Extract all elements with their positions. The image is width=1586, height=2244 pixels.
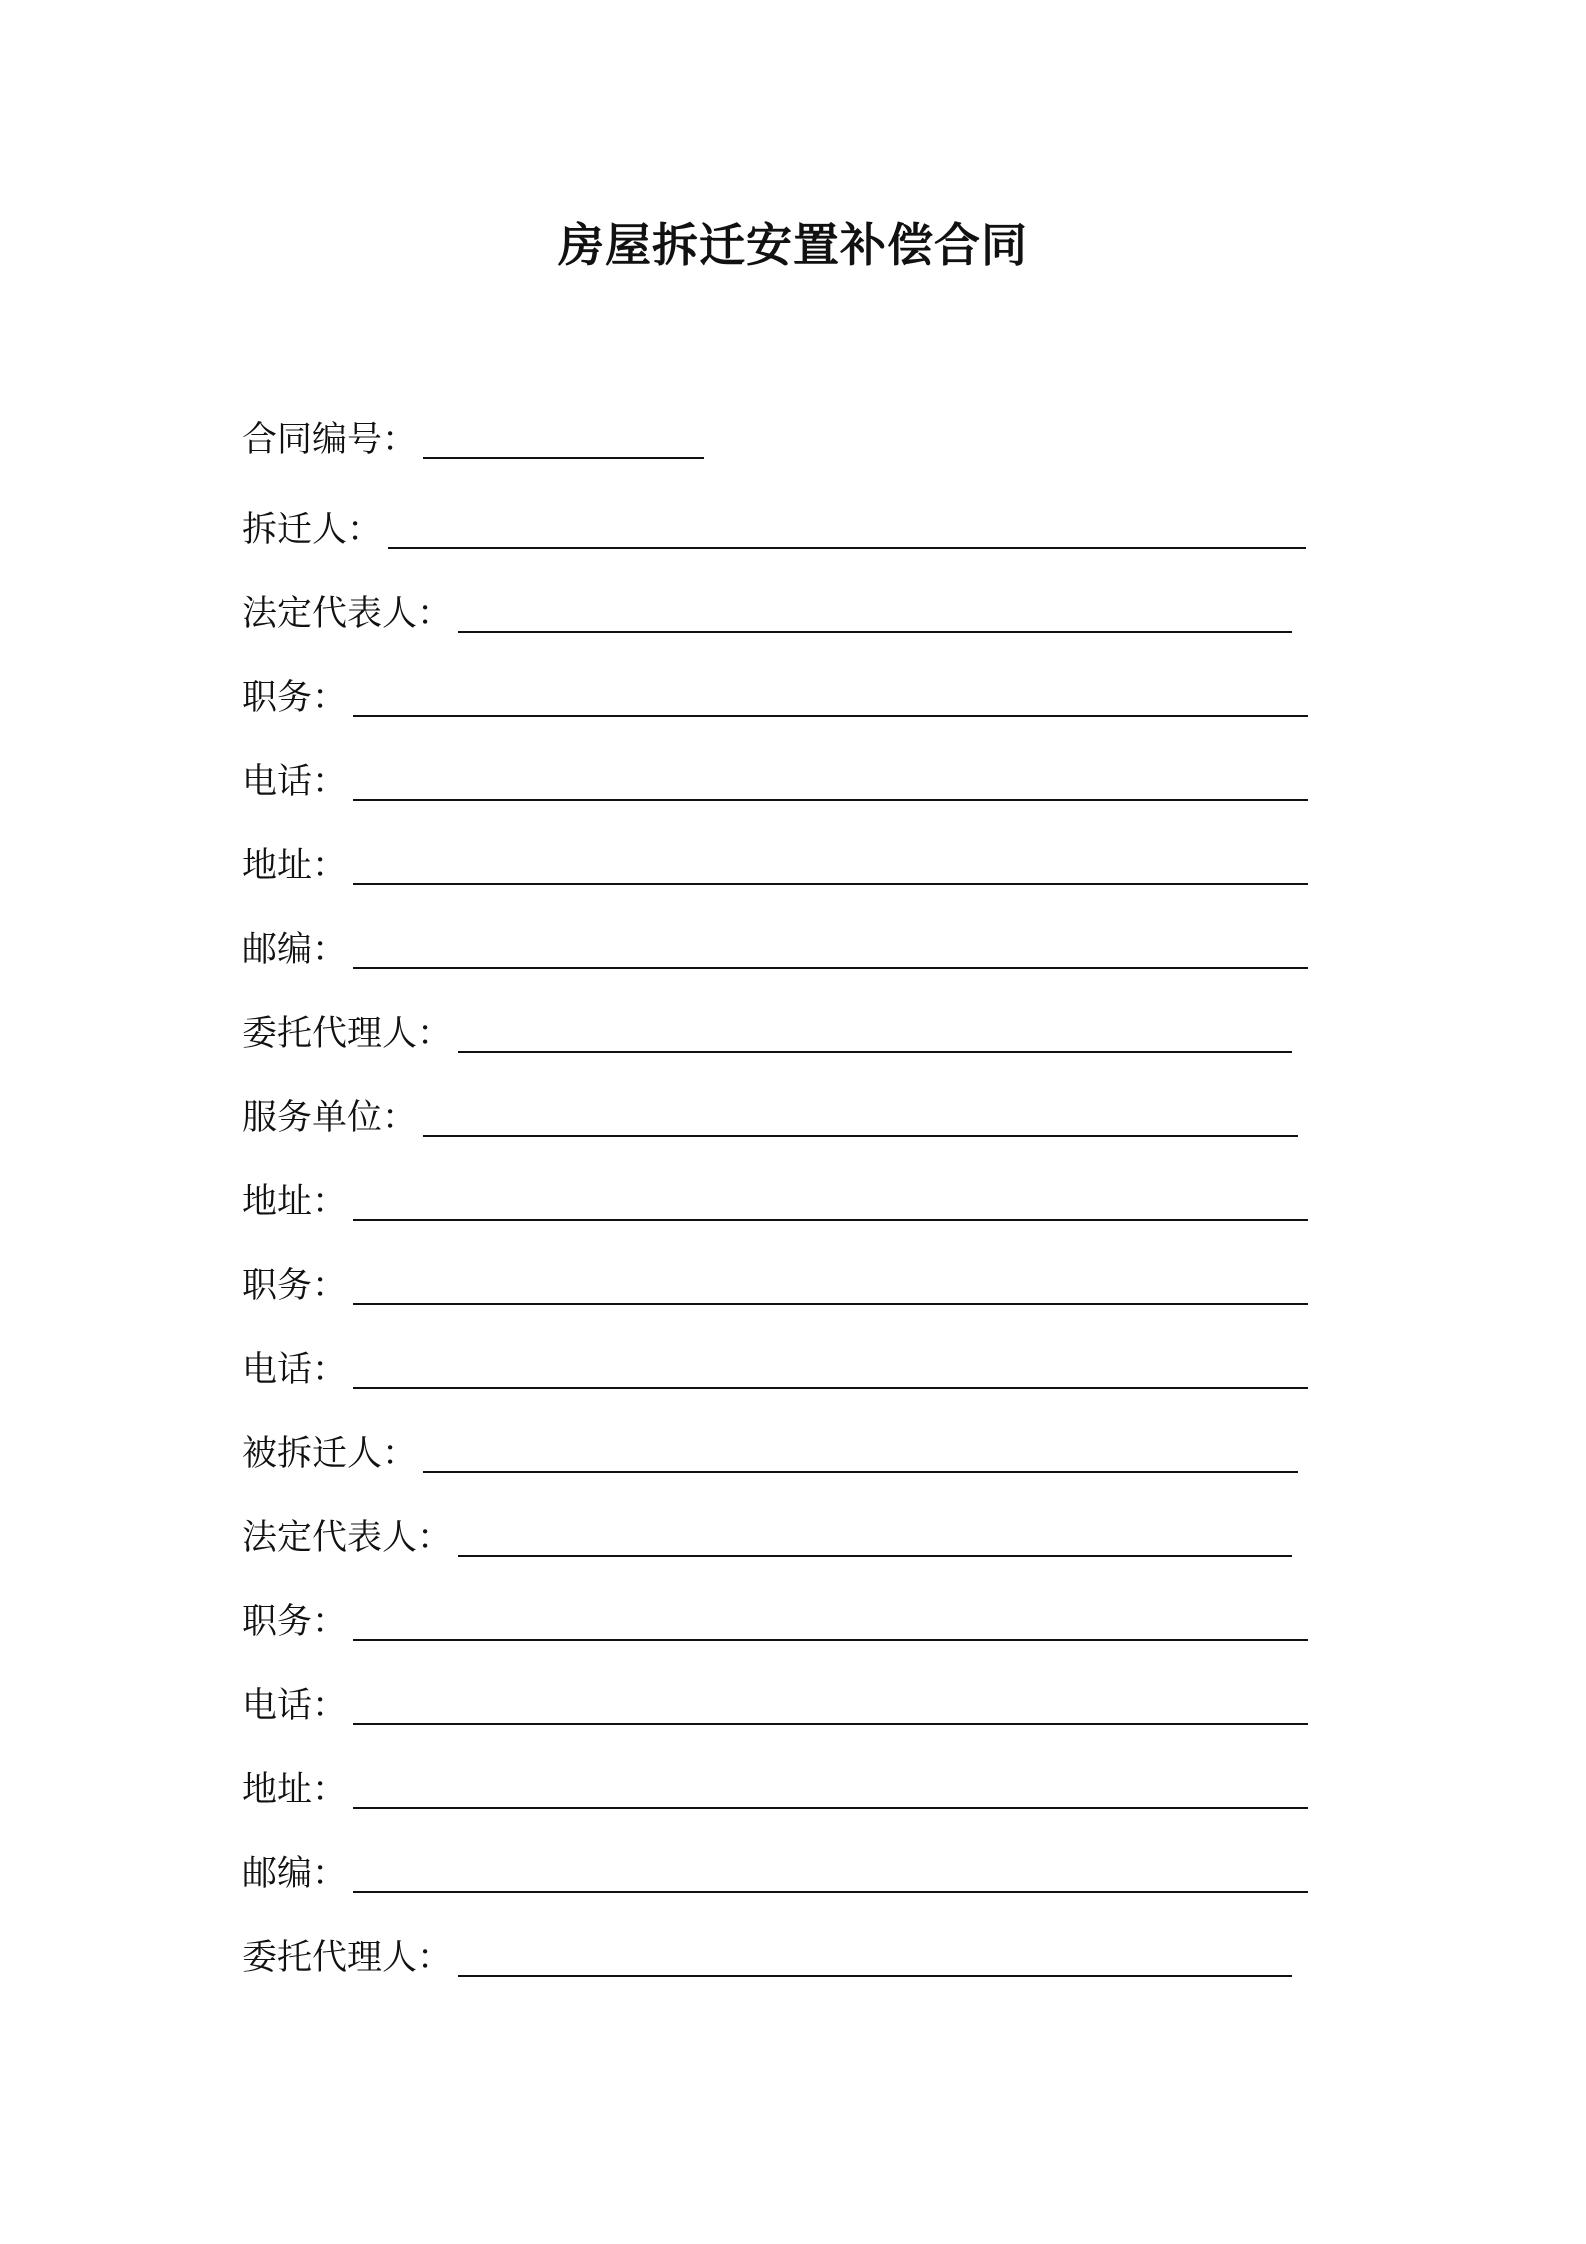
field-phone — [242, 1679, 1308, 1729]
field-label: 法定代表人： — [242, 594, 453, 634]
blank-line[interactable] — [353, 1179, 1308, 1221]
field-demolished-party — [242, 1427, 1298, 1477]
blank-line[interactable] — [353, 1851, 1308, 1893]
field-phone — [242, 1343, 1308, 1393]
field-legal-representative — [242, 1511, 1292, 1561]
field-label: 职务： — [242, 1602, 348, 1642]
blank-line[interactable] — [388, 507, 1306, 549]
field-label: 电话： — [242, 1686, 348, 1726]
blank-line[interactable] — [353, 927, 1308, 969]
field-label: 电话： — [242, 762, 348, 802]
field-postcode — [242, 1847, 1308, 1897]
blank-line[interactable] — [353, 1599, 1308, 1641]
blank-line[interactable] — [458, 1011, 1292, 1053]
field-label: 地址： — [242, 1770, 348, 1810]
field-contract-number — [242, 413, 704, 463]
field-label: 委托代理人： — [242, 1938, 453, 1978]
field-position — [242, 1259, 1308, 1309]
blank-line[interactable] — [353, 1767, 1308, 1809]
field-demolisher — [242, 503, 1306, 553]
field-legal-representative — [242, 587, 1292, 637]
blank-line[interactable] — [423, 1095, 1298, 1137]
field-label: 合同编号： — [242, 420, 418, 460]
field-address — [242, 839, 1308, 889]
field-authorized-agent — [242, 1931, 1292, 1981]
field-address — [242, 1175, 1308, 1225]
blank-line[interactable] — [458, 1515, 1292, 1557]
field-position — [242, 671, 1308, 721]
field-label: 邮编： — [242, 930, 348, 970]
field-label: 委托代理人： — [242, 1014, 453, 1054]
blank-line[interactable] — [353, 675, 1308, 717]
field-label: 法定代表人： — [242, 1518, 453, 1558]
field-position — [242, 1595, 1308, 1645]
document-title: 房屋拆迁安置补偿合同 — [558, 218, 1028, 272]
blank-line[interactable] — [423, 1431, 1298, 1473]
field-authorized-agent — [242, 1007, 1292, 1057]
field-label: 地址： — [242, 1182, 348, 1222]
field-label: 电话： — [242, 1350, 348, 1390]
blank-line[interactable] — [353, 843, 1308, 885]
field-label: 服务单位： — [242, 1098, 418, 1138]
field-label: 邮编： — [242, 1854, 348, 1894]
blank-line[interactable] — [353, 759, 1308, 801]
blank-line[interactable] — [423, 417, 704, 459]
field-label: 被拆迁人： — [242, 1434, 418, 1474]
blank-line[interactable] — [353, 1683, 1308, 1725]
field-label: 拆迁人： — [242, 510, 383, 550]
field-phone — [242, 755, 1308, 805]
blank-line[interactable] — [458, 591, 1292, 633]
field-postcode — [242, 923, 1308, 973]
blank-line[interactable] — [353, 1347, 1308, 1389]
blank-line[interactable] — [353, 1263, 1308, 1305]
field-address — [242, 1763, 1308, 1813]
field-label: 职务： — [242, 1266, 348, 1306]
field-service-unit — [242, 1091, 1298, 1141]
field-label: 地址： — [242, 846, 348, 886]
blank-line[interactable] — [458, 1935, 1292, 1977]
field-label: 职务： — [242, 678, 348, 718]
